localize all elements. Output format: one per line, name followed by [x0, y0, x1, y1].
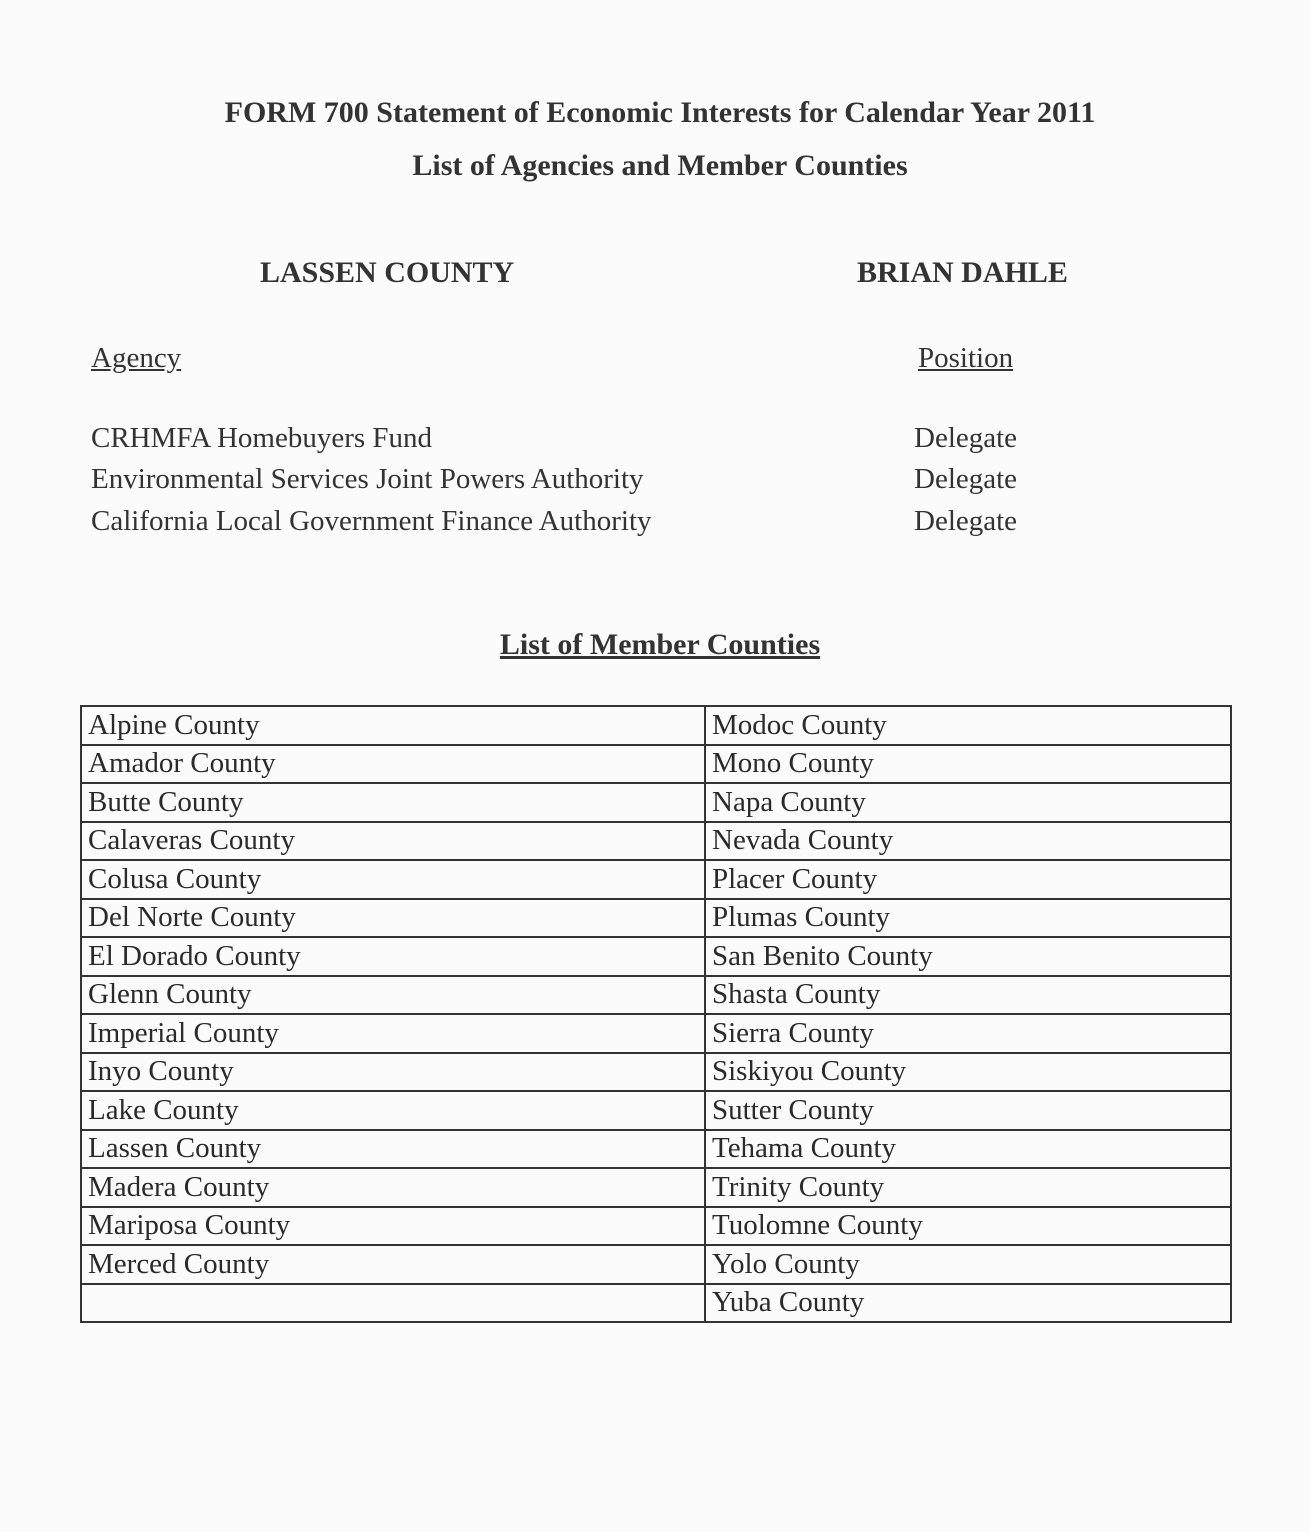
county-cell-left: Butte County: [81, 783, 705, 822]
member-counties-table: [80, 705, 1232, 1323]
filer-county: LASSEN COUNTY: [260, 256, 515, 289]
table-row: [81, 1284, 1231, 1323]
table-row: [81, 1014, 1231, 1053]
county-cell-right: Siskiyou County: [705, 1053, 1231, 1092]
agency-name: CRHMFA Homebuyers Fund: [91, 422, 433, 454]
table-row: [81, 1168, 1231, 1207]
county-cell-right: Tehama County: [705, 1130, 1231, 1169]
agency-name: Environmental Services Joint Powers Authority: [91, 463, 644, 495]
position-column-header: Position: [918, 342, 1014, 374]
agency-name: California Local Government Finance Authority: [91, 505, 652, 537]
table-row: [81, 937, 1231, 976]
county-cell-right: Modoc County: [705, 706, 1231, 745]
county-cell-left: Colusa County: [81, 860, 705, 899]
county-cell-right: Sierra County: [705, 1014, 1231, 1053]
county-cell-left: Lassen County: [81, 1130, 705, 1169]
county-cell-right: Sutter County: [705, 1091, 1231, 1130]
county-cell-left: Imperial County: [81, 1014, 705, 1053]
county-cell-left: Lake County: [81, 1091, 705, 1130]
document-subtitle: List of Agencies and Member Counties: [412, 149, 908, 182]
county-cell-right: Trinity County: [705, 1168, 1231, 1207]
county-cell-left: Del Norte County: [81, 899, 705, 938]
table-row: [81, 1130, 1231, 1169]
county-cell-right: Yuba County: [705, 1284, 1231, 1323]
county-cell-right: Mono County: [705, 745, 1231, 784]
county-cell-left: Amador County: [81, 745, 705, 784]
county-cell-right: Tuolomne County: [705, 1207, 1231, 1246]
agency-position: Delegate: [914, 463, 1018, 495]
county-cell-left: Merced County: [81, 1245, 705, 1284]
county-cell-right: Yolo County: [705, 1245, 1231, 1284]
county-cell-right: Plumas County: [705, 899, 1231, 938]
county-cell-left: Calaveras County: [81, 822, 705, 861]
agency-position: Delegate: [914, 505, 1018, 537]
county-cell-left: Madera County: [81, 1168, 705, 1207]
county-cell-right: Napa County: [705, 783, 1231, 822]
table-row: [81, 899, 1231, 938]
county-cell-left: Inyo County: [81, 1053, 705, 1092]
county-cell-left: [81, 1284, 705, 1323]
county-cell-right: Placer County: [705, 860, 1231, 899]
document-title: FORM 700 Statement of Economic Interests for Calendar Year 2011: [224, 96, 1096, 129]
table-row: [81, 783, 1231, 822]
table-row: [81, 1207, 1231, 1246]
county-cell-left: Glenn County: [81, 976, 705, 1015]
table-row: [81, 860, 1231, 899]
county-cell-right: Nevada County: [705, 822, 1231, 861]
table-row: [81, 706, 1231, 745]
county-cell-left: Alpine County: [81, 706, 705, 745]
agency-position: Delegate: [914, 422, 1018, 454]
table-row: [81, 976, 1231, 1015]
table-row: [81, 1053, 1231, 1092]
county-cell-right: Shasta County: [705, 976, 1231, 1015]
table-row: [81, 1245, 1231, 1284]
table-row: [81, 1091, 1231, 1130]
county-cell-left: Mariposa County: [81, 1207, 705, 1246]
table-row: [81, 745, 1231, 784]
table-row: [81, 822, 1231, 861]
member-counties-title: List of Member Counties: [499, 628, 821, 661]
county-cell-left: El Dorado County: [81, 937, 705, 976]
county-cell-right: San Benito County: [705, 937, 1231, 976]
agency-column-header: Agency: [91, 342, 182, 374]
filer-name: BRIAN DAHLE: [857, 256, 1068, 289]
